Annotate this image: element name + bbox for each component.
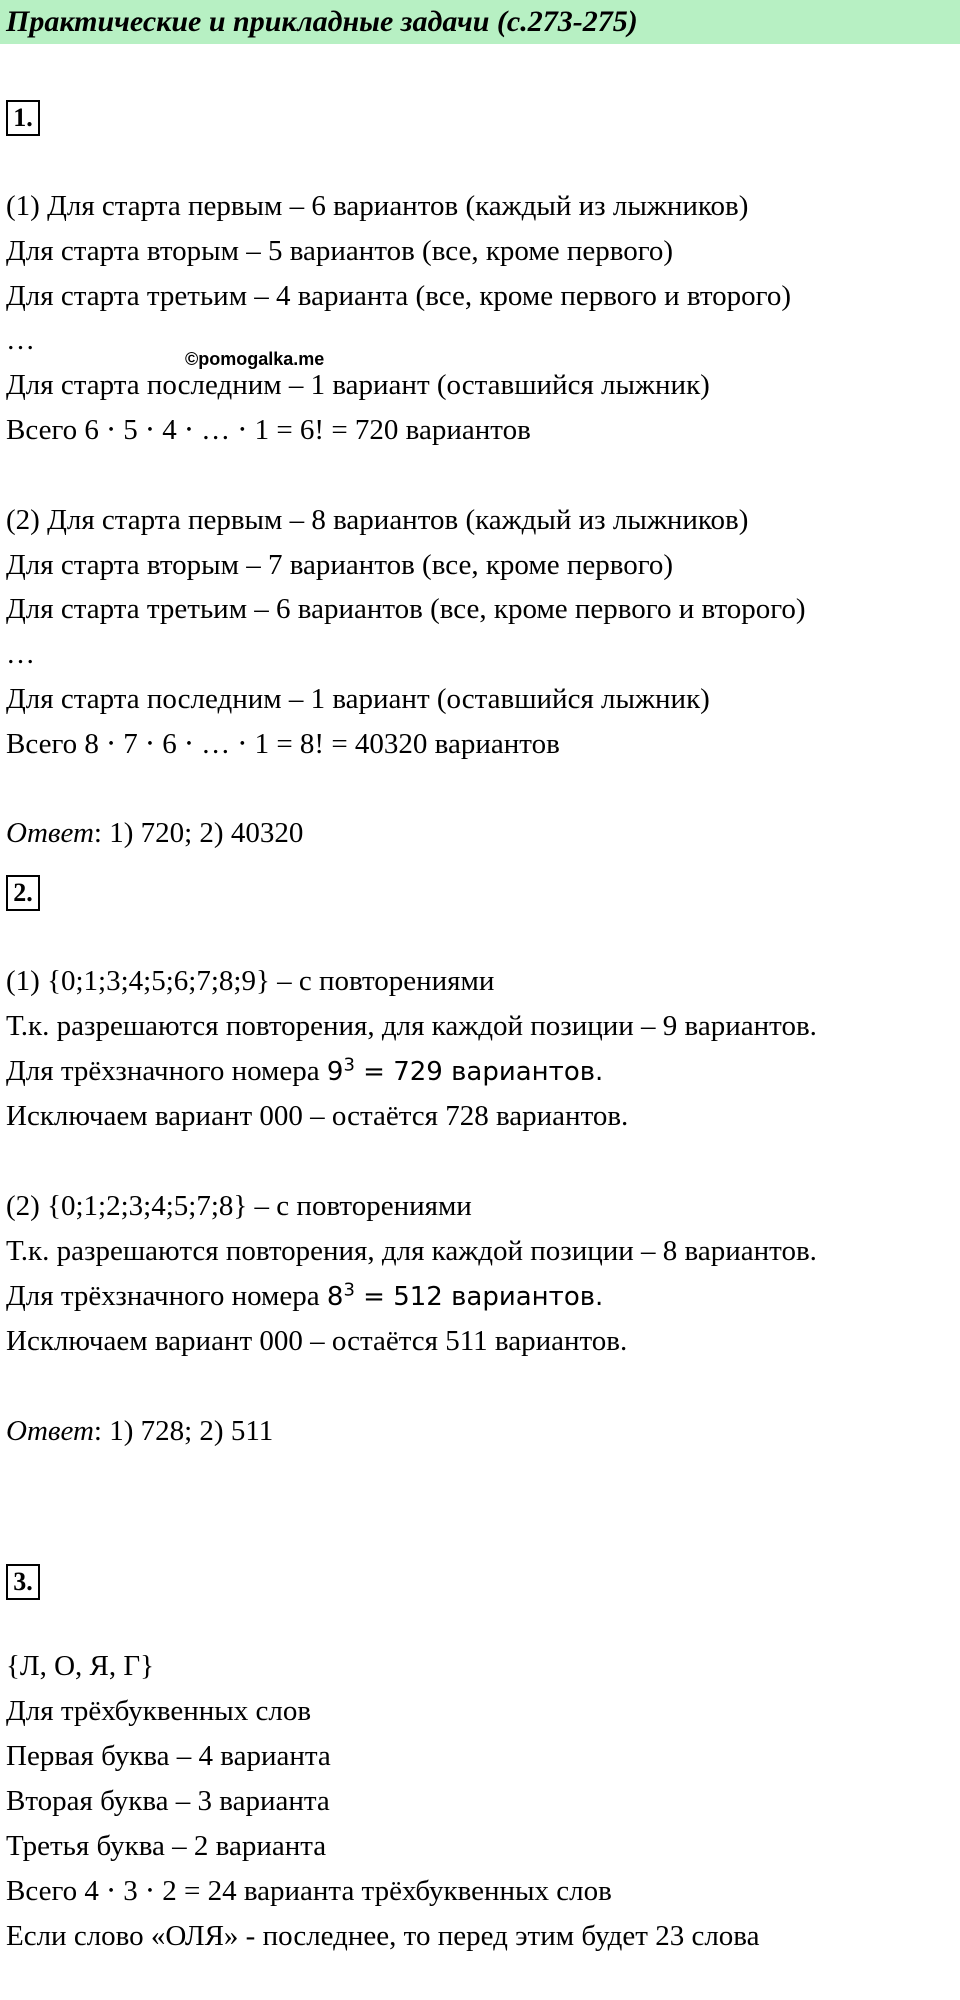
math-expression <box>326 1279 604 1312</box>
math-base: 8 <box>326 1282 344 1312</box>
task-2-line: (1) {0;1;3;4;5;6;7;8;9} – с повторениями <box>6 965 495 997</box>
task-3-number: 3. <box>6 1564 40 1600</box>
task-2-line: Исключаем вариант 000 – остаётся 511 вариантов. <box>6 1325 628 1357</box>
task-2-line <box>6 1053 603 1090</box>
math-exponent: 3 <box>343 1279 355 1301</box>
task-3-line: {Л, О, Я, Г} <box>6 1650 155 1682</box>
task-3-line: Если слово «ОЛЯ» - последнее, то перед этим будет 23 слова <box>6 1920 760 1952</box>
page-title: Практические и прикладные задачи (с.273-275) <box>6 5 638 38</box>
task-3-line: Для трёхбуквенных слов <box>6 1695 312 1727</box>
task-2-line: (2) {0;1;2;3;4;5;7;8} – с повторениями <box>6 1190 472 1222</box>
math-base: 9 <box>326 1057 344 1087</box>
task-1-line: … <box>6 324 35 356</box>
task-3-line: Третья буква – 2 варианта <box>6 1830 327 1862</box>
task-1-line: … <box>6 638 35 670</box>
task-1-answer <box>6 815 303 851</box>
math-expression <box>326 1054 604 1087</box>
task-3-line: Вторая буква – 3 варианта <box>6 1785 330 1817</box>
math-rest: = 512 вариантов. <box>354 1282 604 1312</box>
task-1-line: Для старта вторым – 7 вариантов (все, кроме первого) <box>6 549 674 581</box>
task-1-number: 1. <box>6 100 40 136</box>
answer-value: : 1) 720; 2) 40320 <box>93 817 304 849</box>
watermark: ©pomogalka.me <box>185 349 325 369</box>
task-1-line: Для старта вторым – 5 вариантов (все, кроме первого) <box>6 235 674 267</box>
math-exponent: 3 <box>343 1054 355 1076</box>
task-1-line: (2) Для старта первым – 8 вариантов (каждый из лыжников) <box>6 504 749 536</box>
task-3-line: Первая буква – 4 варианта <box>6 1740 331 1772</box>
task-1-line: Для старта последним – 1 вариант (оставшийся лыжник) <box>6 683 710 715</box>
task-2-line: Т.к. разрешаются повторения, для каждой позиции – 9 вариантов. <box>6 1010 817 1042</box>
answer-label: Ответ <box>6 1415 94 1447</box>
task-2-line <box>6 1278 603 1315</box>
math-rest: = 729 вариантов. <box>354 1057 604 1087</box>
task-1-line: (1) Для старта первым – 6 вариантов (каждый из лыжников) <box>6 190 749 222</box>
line-text: Для трёхзначного номера <box>6 1055 327 1087</box>
task-2-answer <box>6 1413 273 1449</box>
answer-label: Ответ <box>6 817 94 849</box>
task-3-line: Всего 4 ⋅ 3 ⋅ 2 = 24 варианта трёхбуквенных слов <box>6 1875 612 1907</box>
header-bar <box>0 0 960 44</box>
task-2-number: 2. <box>6 875 40 911</box>
task-1-line: Для старта последним – 1 вариант (оставшийся лыжник) <box>6 369 710 401</box>
task-1-line: Всего 6 ⋅ 5 ⋅ 4 ⋅ … ⋅ 1 = 6! = 720 вариантов <box>6 414 531 446</box>
task-2-line: Т.к. разрешаются повторения, для каждой позиции – 8 вариантов. <box>6 1235 817 1267</box>
line-text: Для трёхзначного номера <box>6 1280 327 1312</box>
task-1-line: Для старта третьим – 4 варианта (все, кроме первого и второго) <box>6 280 791 312</box>
task-1-line: Всего 8 ⋅ 7 ⋅ 6 ⋅ … ⋅ 1 = 8! = 40320 вариантов <box>6 728 560 760</box>
task-2-line: Исключаем вариант 000 – остаётся 728 вариантов. <box>6 1100 629 1132</box>
answer-value: : 1) 728; 2) 511 <box>93 1415 274 1447</box>
task-1-line: Для старта третьим – 6 вариантов (все, кроме первого и второго) <box>6 593 806 625</box>
